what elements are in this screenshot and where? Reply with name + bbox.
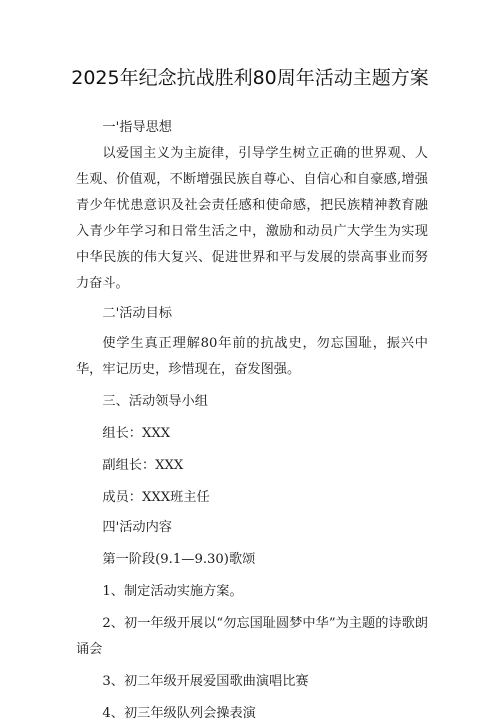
leadership-member: 成员：XXX班主任	[102, 490, 210, 505]
section-paragraph-goal: 使学生真正理解80年前的抗战史，勿忘国耻，振兴中华，牢记历史，珍惜现在，奋发图强。	[76, 336, 428, 377]
document-body	[76, 115, 428, 727]
leadership-leader: 组长：XXX	[102, 426, 171, 441]
content-item: 4、初三年级队列会操表演	[102, 706, 256, 721]
section-heading-guiding: 一'指导思想	[102, 120, 172, 135]
section-heading-content: 四'活动内容	[102, 520, 172, 535]
content-phase: 第一阶段(9.1—9.30)歌颂	[102, 552, 256, 567]
section-heading-leadership: 三、活动领导小组	[102, 394, 208, 409]
section-heading-goal: 二'活动目标	[102, 306, 172, 321]
content-item: 1、制定活动实施方案。	[102, 584, 243, 599]
content-item: 2、初一年级开展以“勿忘国耻圆梦中华”为主题的诗歌朗诵会	[76, 616, 428, 657]
section-paragraph-guiding: 以爱国主义为主旋律，引导学生树立正确的世界观、人生观、价值观，不断增强民族自尊心、自信心和自豪感,增强青少年忧患意识及社会责任感和使命感，把民族精神教育融入青少年学习和日常生活之中，激励和动员广大学生为实现中华民族的伟大复兴、促进世界和平与发展的崇高事业而努力奋斗。	[76, 146, 428, 291]
content-item: 3、初二年级开展爱国歌曲演唱比赛	[102, 674, 309, 689]
leadership-deputy: 副组长：XXX	[102, 458, 184, 473]
document-title: 2025年纪念抗战胜利80周年活动主题方案	[71, 67, 429, 89]
